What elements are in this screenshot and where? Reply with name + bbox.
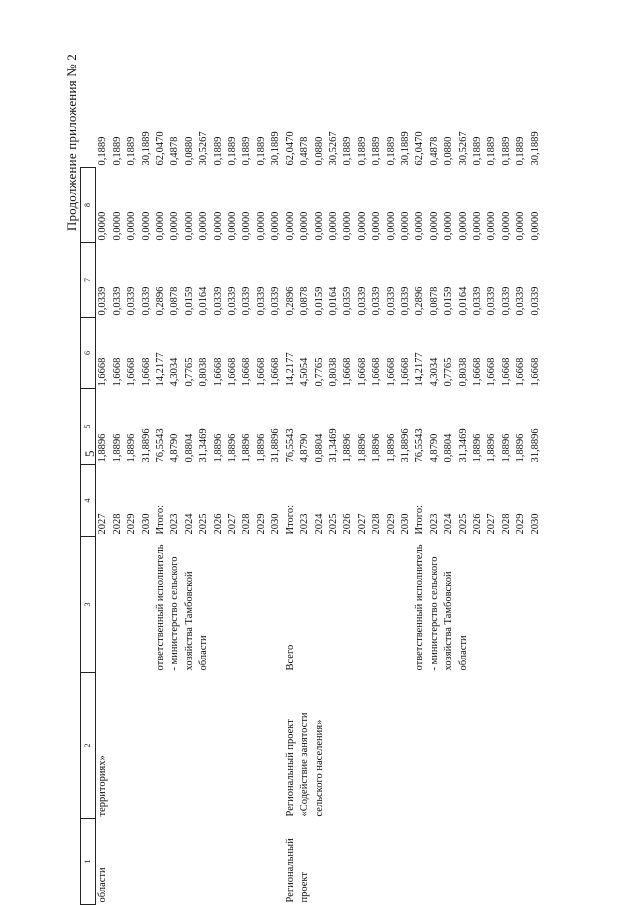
year-cell: 2026: [471, 513, 483, 535]
extra-budget-value-cell: 30,1889: [399, 131, 411, 166]
year-cell: 2028: [371, 513, 383, 535]
measure-name-cell: [413, 673, 543, 819]
federal-value-cell: 1,6668: [241, 357, 253, 387]
federal-value-cell: 0,8038: [327, 357, 339, 387]
local-value-cell: 0,0000: [371, 211, 383, 241]
federal-value-cell: 1,6668: [212, 357, 224, 387]
federal-value-cell: 1,6668: [486, 357, 498, 387]
extra-budget-value-cell: 0,1889: [385, 136, 397, 166]
federal-value-cell: 1,6668: [371, 357, 383, 387]
federal-value-cell: 1,6668: [471, 357, 483, 387]
column-number-header: [81, 129, 96, 904]
local-value-cell: 0,0000: [169, 211, 181, 241]
year-cell: 2028: [111, 513, 123, 535]
year-cell: 2029: [126, 513, 138, 535]
total-value-cell: 31,3469: [327, 428, 339, 463]
year-cell: 2024: [313, 513, 325, 535]
federal-value-cell: 4,3034: [169, 357, 181, 387]
extra-budget-value-cell: 30,1889: [529, 131, 541, 166]
total-value-cell: 0,8804: [183, 433, 195, 463]
year-cell: Итого:: [155, 505, 167, 535]
year-cell: 2025: [457, 513, 469, 535]
federal-value-cell: 1,6668: [342, 357, 354, 387]
year-cell: 2030: [399, 513, 411, 535]
federal-value-cell: 1,6668: [97, 357, 109, 387]
total-value-cell: 1,8896: [342, 433, 354, 463]
local-value-cell: 0,0000: [284, 211, 296, 241]
year-cell: 2023: [299, 513, 311, 535]
total-value-cell: 4,8790: [299, 433, 311, 463]
federal-value-cell: 1,6668: [385, 357, 397, 387]
local-value-cell: 0,0000: [428, 211, 440, 241]
federal-value-cell: 1,6668: [515, 357, 527, 387]
year-cell: Итого:: [284, 505, 296, 535]
local-value-cell: 0,0000: [140, 211, 152, 241]
extra-budget-value-cell: 0,1889: [342, 136, 354, 166]
federal-value-cell: 4,3034: [428, 357, 440, 387]
regional-value-cell: 0,0164: [198, 286, 210, 316]
total-value-cell: 4,8790: [169, 433, 181, 463]
local-value-cell: 0,0000: [515, 211, 527, 241]
regional-value-cell: 0,2896: [155, 286, 167, 316]
federal-value-cell: 0,8038: [457, 357, 469, 387]
measure-name-cell: территориях»: [97, 755, 109, 817]
regional-value-cell: 0,0159: [443, 286, 455, 316]
federal-value-cell: 1,6668: [356, 357, 368, 387]
program-label-cell: [154, 819, 284, 905]
total-value-cell: 1,8896: [97, 433, 109, 463]
regional-value-cell: 0,0164: [327, 286, 339, 316]
column-number: 5: [81, 389, 96, 465]
year-cell: 2030: [270, 513, 282, 535]
extra-budget-value-cell: 30,1889: [140, 131, 152, 166]
year-cell: 2027: [356, 513, 368, 535]
extra-budget-value-cell: 0,1889: [471, 136, 483, 166]
local-value-cell: 0,0000: [299, 211, 311, 241]
local-value-cell: 0,0000: [342, 211, 354, 241]
year-cell: 2030: [140, 513, 152, 535]
federal-value-cell: 1,6668: [500, 357, 512, 387]
regional-value-cell: 0,0339: [111, 286, 123, 316]
year-cell: 2025: [327, 513, 339, 535]
extra-budget-value-cell: 0,4878: [169, 136, 181, 166]
federal-value-cell: 1,6668: [399, 357, 411, 387]
extra-budget-value-cell: 62,0470: [155, 131, 167, 166]
regional-value-cell: 0,0878: [299, 286, 311, 316]
table-row: [96, 129, 111, 904]
regional-value-cell: 0,2896: [414, 286, 426, 316]
total-value-cell: 1,8896: [227, 433, 239, 463]
total-value-cell: 1,8896: [385, 433, 397, 463]
total-value-cell: 31,8896: [399, 428, 411, 463]
column-number: 1: [81, 819, 96, 905]
regional-value-cell: 0,0339: [126, 286, 138, 316]
total-value-cell: 1,8896: [241, 433, 253, 463]
regional-value-cell: 0,0339: [227, 286, 239, 316]
local-value-cell: 0,0000: [500, 211, 512, 241]
regional-value-cell: 0,0339: [212, 286, 224, 316]
local-value-cell: 0,0000: [385, 211, 397, 241]
regional-value-cell: 0,0339: [529, 286, 541, 316]
page-number: 5: [82, 450, 97, 457]
executor-cell: ответственный исполнитель - министерство сельского хозяйства Тамбовской области: [414, 544, 469, 671]
extra-budget-value-cell: 0,1889: [241, 136, 253, 166]
extra-budget-value-cell: 0,1889: [96, 136, 108, 166]
extra-budget-value-cell: 30,5267: [457, 131, 469, 166]
table-row: [413, 129, 427, 904]
regional-value-cell: 0,0339: [356, 286, 368, 316]
local-value-cell: 0,0000: [471, 211, 483, 241]
extra-budget-value-cell: 0,1889: [227, 136, 239, 166]
table-body: [96, 129, 543, 904]
total-value-cell: 1,8896: [371, 433, 383, 463]
regional-value-cell: 0,0164: [457, 286, 469, 316]
total-value-cell: 4,8790: [428, 433, 440, 463]
executor-cell: [96, 537, 154, 673]
extra-budget-value-cell: 0,0880: [313, 136, 325, 166]
program-label-cell: области: [97, 867, 109, 903]
regional-value-cell: 0,0878: [428, 286, 440, 316]
executor-cell: Всего: [284, 644, 296, 671]
local-value-cell: 0,0000: [486, 211, 498, 241]
extra-budget-value-cell: 0,4878: [299, 136, 311, 166]
local-value-cell: 0,0000: [97, 211, 109, 241]
year-cell: 2029: [515, 513, 527, 535]
federal-value-cell: 14,2177: [284, 352, 296, 387]
total-value-cell: 1,8896: [111, 433, 123, 463]
total-value-cell: 1,8896: [356, 433, 368, 463]
column-number: 7: [81, 243, 96, 318]
total-value-cell: 1,8896: [515, 433, 527, 463]
executor-cell: ответственный исполнитель - министерство сельского хозяйства Тамбовской области: [155, 544, 210, 671]
regional-value-cell: 0,0339: [500, 286, 512, 316]
year-cell: 2026: [212, 513, 224, 535]
local-value-cell: 0,0000: [356, 211, 368, 241]
total-value-cell: 1,8896: [212, 433, 224, 463]
extra-budget-value-cell: 0,1889: [515, 136, 527, 166]
local-value-cell: 0,0000: [414, 211, 426, 241]
program-label-cell: Региональный проект: [284, 838, 311, 903]
extra-budget-value-cell: 0,0880: [183, 136, 195, 166]
federal-value-cell: 4,5054: [299, 357, 311, 387]
year-cell: 2027: [227, 513, 239, 535]
federal-value-cell: 0,7765: [443, 357, 455, 387]
table-row: [154, 129, 168, 904]
regional-value-cell: 0,0159: [183, 286, 195, 316]
total-value-cell: 76,5543: [414, 428, 426, 463]
regional-value-cell: 0,0339: [471, 286, 483, 316]
federal-value-cell: 1,6668: [255, 357, 267, 387]
table-row: [284, 129, 298, 904]
column-number: 4: [81, 465, 96, 537]
federal-value-cell: 14,2177: [155, 352, 167, 387]
extra-budget-value-cell: 62,0470: [284, 131, 296, 166]
regional-value-cell: 0,0339: [371, 286, 383, 316]
regional-value-cell: 0,0339: [97, 286, 109, 316]
regional-value-cell: 0,2896: [284, 286, 296, 316]
regional-value-cell: 0,0339: [241, 286, 253, 316]
local-value-cell: 0,0000: [126, 211, 138, 241]
regional-value-cell: 0,0339: [385, 286, 397, 316]
federal-value-cell: 1,6668: [227, 357, 239, 387]
local-value-cell: 0,0000: [443, 211, 455, 241]
extra-budget-value-cell: 0,1889: [486, 136, 498, 166]
year-cell: 2029: [385, 513, 397, 535]
extra-budget-value-cell: 0,1889: [371, 136, 383, 166]
federal-value-cell: 1,6668: [111, 357, 123, 387]
extra-budget-value-cell: 0,1889: [212, 136, 224, 166]
extra-budget-value-cell: 0,1889: [126, 136, 138, 166]
regional-value-cell: 0,0339: [515, 286, 527, 316]
regional-value-cell: 0,0339: [255, 286, 267, 316]
extra-budget-value-cell: 0,4878: [428, 136, 440, 166]
budget-table-wrapper: [80, 0, 543, 905]
federal-value-cell: 0,8038: [198, 357, 210, 387]
regional-value-cell: 0,0359: [342, 286, 354, 316]
extra-budget-value-cell: 0,0880: [443, 136, 455, 166]
federal-value-cell: 1,6668: [270, 357, 282, 387]
total-value-cell: 1,8896: [255, 433, 267, 463]
year-cell: 2024: [183, 513, 195, 535]
local-value-cell: 0,0000: [183, 211, 195, 241]
federal-value-cell: 14,2177: [414, 352, 426, 387]
local-value-cell: 0,0000: [241, 211, 253, 241]
regional-value-cell: 0,0339: [486, 286, 498, 316]
year-cell: 2023: [169, 513, 181, 535]
total-value-cell: 0,8804: [443, 433, 455, 463]
measure-name-cell: [154, 673, 284, 819]
extra-budget-value-cell: 30,5267: [198, 131, 210, 166]
local-value-cell: 0,0000: [399, 211, 411, 241]
year-cell: 2025: [198, 513, 210, 535]
extra-budget-value-cell: 0,1889: [111, 136, 123, 166]
local-value-cell: 0,0000: [155, 211, 167, 241]
year-cell: 2027: [97, 513, 109, 535]
extra-budget-value-cell: 62,0470: [414, 131, 426, 166]
year-cell: 2024: [443, 513, 455, 535]
year-cell: 2028: [241, 513, 253, 535]
measure-name-cell: Региональный проект «Содействие занятости сельского населения»: [284, 712, 325, 817]
year-cell: 2027: [486, 513, 498, 535]
total-value-cell: 1,8896: [126, 433, 138, 463]
total-value-cell: 31,3469: [198, 428, 210, 463]
local-value-cell: 0,0000: [227, 211, 239, 241]
column-number: 8: [81, 168, 96, 243]
total-value-cell: 31,8896: [529, 428, 541, 463]
total-value-cell: 0,8804: [313, 433, 325, 463]
local-value-cell: 0,0000: [529, 211, 541, 241]
local-value-cell: 0,0000: [270, 211, 282, 241]
regional-value-cell: 0,0339: [399, 286, 411, 316]
column-number: 3: [81, 537, 96, 673]
federal-value-cell: 1,6668: [126, 357, 138, 387]
federal-value-cell: 1,6668: [529, 357, 541, 387]
local-value-cell: 0,0000: [212, 211, 224, 241]
total-value-cell: 1,8896: [471, 433, 483, 463]
total-value-cell: 1,8896: [500, 433, 512, 463]
year-cell: 2026: [342, 513, 354, 535]
year-cell: 2023: [428, 513, 440, 535]
extra-budget-value-cell: 30,1889: [270, 131, 282, 166]
total-value-cell: 31,8896: [140, 428, 152, 463]
total-value-cell: 76,5543: [284, 428, 296, 463]
year-cell: 2029: [255, 513, 267, 535]
column-number: 6: [81, 318, 96, 389]
local-value-cell: 0,0000: [198, 211, 210, 241]
local-value-cell: 0,0000: [111, 211, 123, 241]
local-value-cell: 0,0000: [457, 211, 469, 241]
local-value-cell: 0,0000: [255, 211, 267, 241]
year-cell: 2028: [500, 513, 512, 535]
federal-value-cell: 0,7765: [313, 357, 325, 387]
regional-value-cell: 0,0339: [270, 286, 282, 316]
extra-budget-value-cell: 0,1889: [255, 136, 267, 166]
extra-budget-value-cell: 0,1889: [500, 136, 512, 166]
year-cell: 2030: [529, 513, 541, 535]
regional-value-cell: 0,0878: [169, 286, 181, 316]
regional-value-cell: 0,0339: [140, 286, 152, 316]
extra-budget-value-cell: 30,5267: [327, 131, 339, 166]
total-value-cell: 76,5543: [155, 428, 167, 463]
column-number: 2: [81, 673, 96, 819]
year-cell: Итого:: [414, 505, 426, 535]
budget-table: [80, 129, 543, 905]
total-value-cell: 31,3469: [457, 428, 469, 463]
local-value-cell: 0,0000: [313, 211, 325, 241]
regional-value-cell: 0,0159: [313, 286, 325, 316]
total-value-cell: 31,8896: [270, 428, 282, 463]
local-value-cell: 0,0000: [327, 211, 339, 241]
appendix-caption: Продолжение приложения № 2: [64, 54, 79, 232]
program-label-cell: [413, 819, 543, 905]
federal-value-cell: 0,7765: [183, 357, 195, 387]
federal-value-cell: 1,6668: [140, 357, 152, 387]
extra-budget-value-cell: 0,1889: [356, 136, 368, 166]
total-value-cell: 1,8896: [486, 433, 498, 463]
